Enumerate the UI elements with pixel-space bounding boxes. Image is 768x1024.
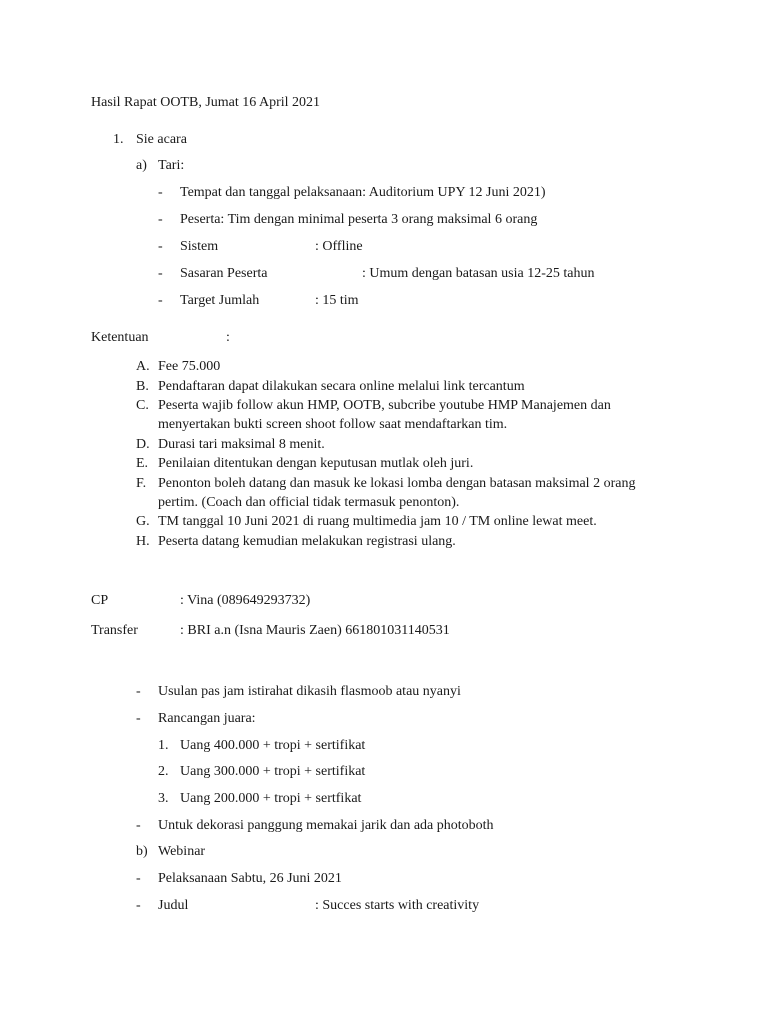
ketentuan-colon: :: [226, 330, 230, 345]
webinar-item-judul-label: Judul: [158, 898, 189, 913]
list-marker: G.: [136, 514, 150, 529]
list-marker: A.: [136, 359, 150, 374]
tari-item-sasaran-value: : Umum dengan batasan usia 12-25 tahun: [362, 266, 595, 281]
bullet: -: [158, 212, 163, 227]
prize-item: Uang 400.000 + tropi + sertifikat: [180, 738, 366, 753]
subsection-marker-webinar: b): [136, 844, 148, 859]
ketentuan-item: Peserta wajib follow akun HMP, OOTB, subcribe youtube HMP Manajemen dan: [158, 398, 611, 413]
ketentuan-item: Pendaftaran dapat dilakukan secara online melalui link tercantum: [158, 379, 525, 394]
cp-value: : Vina (089649293732): [180, 593, 311, 608]
transfer-value: : BRI a.n (Isna Mauris Zaen) 661801031140531: [180, 623, 450, 638]
list-marker: D.: [136, 437, 150, 452]
prize-number: 3.: [158, 791, 169, 806]
prize-item: Uang 300.000 + tropi + sertifikat: [180, 764, 366, 779]
transfer-label: Transfer: [91, 623, 138, 638]
bullet: -: [158, 185, 163, 200]
document-title: Hasil Rapat OOTB, Jumat 16 April 2021: [91, 95, 321, 110]
subsection-title-tari: Tari:: [158, 158, 185, 173]
list-marker: H.: [136, 534, 150, 549]
ketentuan-item: Penilaian ditentukan dengan keputusan mutlak oleh juri.: [158, 456, 474, 471]
cp-label: CP: [91, 593, 109, 608]
bullet: -: [136, 818, 141, 833]
ketentuan-item: TM tanggal 10 Juni 2021 di ruang multimedia jam 10 / TM online lewat meet.: [158, 514, 597, 529]
bullet: -: [158, 266, 163, 281]
rancangan-title: Rancangan juara:: [158, 711, 256, 726]
list-marker: F.: [136, 476, 147, 491]
section-number: 1.: [113, 132, 124, 147]
bullet: -: [136, 871, 141, 886]
ketentuan-item: Fee 75.000: [158, 359, 221, 374]
tari-item-sasaran-label: Sasaran Peserta: [180, 266, 268, 281]
usulan-text: Usulan pas jam istirahat dikasih flasmoob atau nyanyi: [158, 684, 461, 699]
prize-item: Uang 200.000 + tropi + sertfikat: [180, 791, 362, 806]
tari-item-sistem-label: Sistem: [180, 239, 219, 254]
bullet: -: [136, 898, 141, 913]
ketentuan-label: Ketentuan: [91, 330, 149, 345]
tari-item-tempat: Tempat dan tanggal pelaksanaan: Auditorium UPY 12 Juni 2021): [180, 185, 546, 200]
bullet: -: [158, 239, 163, 254]
ketentuan-item: Durasi tari maksimal 8 menit.: [158, 437, 325, 452]
ketentuan-item: Peserta datang kemudian melakukan registrasi ulang.: [158, 534, 456, 549]
subsection-title-webinar: Webinar: [158, 844, 206, 859]
section-title: Sie acara: [136, 132, 187, 147]
tari-item-peserta: Peserta: Tim dengan minimal peserta 3 orang maksimal 6 orang: [180, 212, 538, 227]
ketentuan-item-continued: menyertakan bukti screen shoot follow saat mendaftarkan tim.: [158, 417, 508, 432]
ketentuan-item: Penonton boleh datang dan masuk ke lokasi lomba dengan batasan maksimal 2 orang: [158, 476, 636, 491]
tari-item-sistem-value: : Offline: [315, 239, 363, 254]
bullet: -: [158, 293, 163, 308]
list-marker: C.: [136, 398, 149, 413]
webinar-item-pelaksanaan: Pelaksanaan Sabtu, 26 Juni 2021: [158, 871, 342, 886]
prize-number: 2.: [158, 764, 169, 779]
ketentuan-item-continued: pertim. (Coach dan official tidak termasuk penonton).: [158, 495, 460, 510]
subsection-marker-tari: a): [136, 158, 147, 173]
list-marker: B.: [136, 379, 149, 394]
list-marker: E.: [136, 456, 149, 471]
dekorasi-text: Untuk dekorasi panggung memakai jarik dan ada photoboth: [158, 818, 494, 833]
prize-number: 1.: [158, 738, 169, 753]
bullet: -: [136, 684, 141, 699]
bullet: -: [136, 711, 141, 726]
tari-item-target-value: : 15 tim: [315, 293, 359, 308]
webinar-item-judul-value: : Succes starts with creativity: [315, 898, 480, 913]
tari-item-target-label: Target Jumlah: [180, 293, 260, 308]
